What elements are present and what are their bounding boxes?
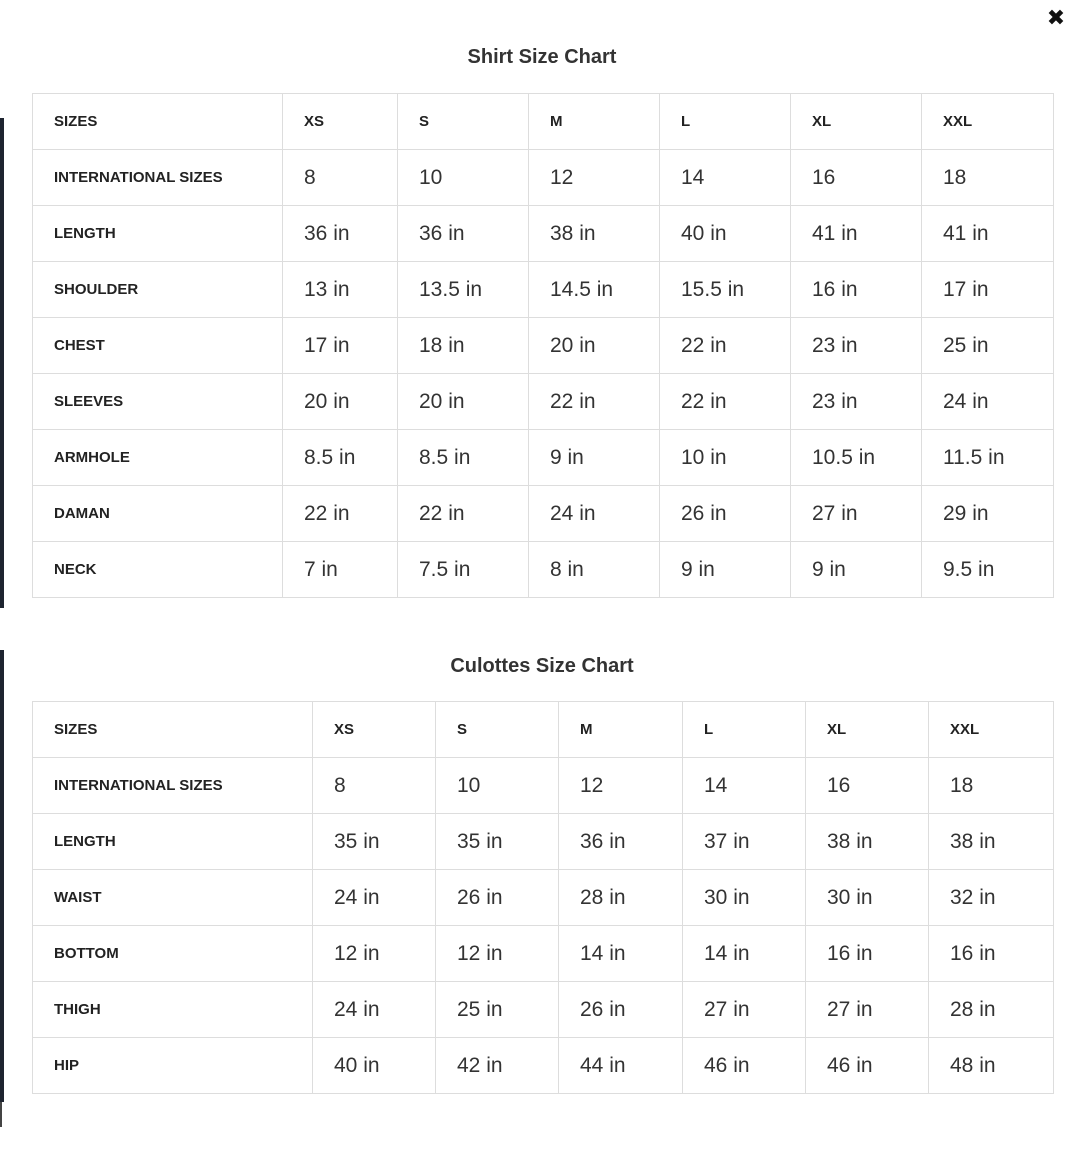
measurement-cell: 16 in [806,926,929,982]
measurement-cell: 10 [436,758,559,814]
culottes-chart-title: Culottes Size Chart [450,655,634,677]
header-label-cell: SIZES [33,94,283,150]
measurement-cell: 10 [398,150,529,206]
row-label-cell: WAIST [33,870,313,926]
measurement-cell: 14 [683,758,806,814]
measurement-cell: 8 [283,150,398,206]
measurement-cell: 12 in [436,926,559,982]
measurement-cell: 24 in [529,486,660,542]
measurement-cell: 8.5 in [398,430,529,486]
row-label-cell: LENGTH [33,814,313,870]
table-row [33,374,1054,430]
size-header-cell: XL [791,94,922,150]
measurement-cell: 41 in [922,206,1054,262]
measurement-cell: 29 in [922,486,1054,542]
measurement-cell: 9 in [529,430,660,486]
row-label-cell: CHEST [33,318,283,374]
table-row [33,870,1054,926]
measurement-cell: 42 in [436,1038,559,1094]
row-label-cell: THIGH [33,982,313,1038]
measurement-cell: 9 in [660,542,791,598]
size-header-cell: S [398,94,529,150]
measurement-cell: 27 in [806,982,929,1038]
close-icon[interactable]: ✖ [1046,5,1066,30]
measurement-cell: 40 in [660,206,791,262]
measurement-cell: 25 in [436,982,559,1038]
table-row [33,150,1054,206]
measurement-cell: 26 in [436,870,559,926]
measurement-cell: 8 [313,758,436,814]
measurement-cell: 26 in [660,486,791,542]
size-header-cell: L [660,94,791,150]
measurement-cell: 22 in [398,486,529,542]
measurement-cell: 25 in [922,318,1054,374]
table-row [33,318,1054,374]
measurement-cell: 38 in [929,814,1054,870]
measurement-cell: 23 in [791,374,922,430]
measurement-cell: 48 in [929,1038,1054,1094]
shirt-table-body [33,94,1054,598]
measurement-cell: 20 in [398,374,529,430]
measurement-cell: 8 in [529,542,660,598]
measurement-cell: 41 in [791,206,922,262]
measurement-cell: 7 in [283,542,398,598]
shirt-size-table [32,93,1054,598]
measurement-cell: 40 in [313,1038,436,1094]
measurement-cell: 16 [791,150,922,206]
table-row [33,758,1054,814]
measurement-cell: 22 in [529,374,660,430]
size-header-cell: XL [806,702,929,758]
measurement-cell: 12 in [313,926,436,982]
table-row [33,262,1054,318]
table-row [33,926,1054,982]
measurement-cell: 46 in [806,1038,929,1094]
measurement-cell: 38 in [806,814,929,870]
size-header-cell: XS [313,702,436,758]
table-row [33,486,1054,542]
measurement-cell: 28 in [559,870,683,926]
measurement-cell: 26 in [559,982,683,1038]
background-edge [0,650,4,1102]
measurement-cell: 15.5 in [660,262,791,318]
measurement-cell: 14.5 in [529,262,660,318]
measurement-cell: 10 in [660,430,791,486]
row-label-cell: INTERNATIONAL SIZES [33,150,283,206]
row-label-cell: DAMAN [33,486,283,542]
measurement-cell: 13.5 in [398,262,529,318]
table-row [33,542,1054,598]
measurement-cell: 20 in [529,318,660,374]
measurement-cell: 18 in [398,318,529,374]
measurement-cell: 36 in [559,814,683,870]
row-label-cell: ARMHOLE [33,430,283,486]
measurement-cell: 16 in [929,926,1054,982]
measurement-cell: 22 in [660,318,791,374]
measurement-cell: 16 [806,758,929,814]
measurement-cell: 30 in [806,870,929,926]
measurement-cell: 9.5 in [922,542,1054,598]
row-label-cell: BOTTOM [33,926,313,982]
row-label-cell: SHOULDER [33,262,283,318]
row-label-cell: SLEEVES [33,374,283,430]
measurement-cell: 27 in [683,982,806,1038]
measurement-cell: 12 [529,150,660,206]
measurement-cell: 12 [559,758,683,814]
measurement-cell: 13 in [283,262,398,318]
row-label-cell: INTERNATIONAL SIZES [33,758,313,814]
measurement-cell: 35 in [313,814,436,870]
size-header-cell: XS [283,94,398,150]
measurement-cell: 7.5 in [398,542,529,598]
measurement-cell: 44 in [559,1038,683,1094]
size-header-cell: S [436,702,559,758]
table-header-row [33,94,1054,150]
measurement-cell: 8.5 in [283,430,398,486]
background-edge [0,118,4,608]
measurement-cell: 14 in [559,926,683,982]
measurement-cell: 14 in [683,926,806,982]
measurement-cell: 16 in [791,262,922,318]
size-header-cell: M [529,94,660,150]
culottes-size-table [32,701,1054,1094]
measurement-cell: 18 [929,758,1054,814]
measurement-cell: 23 in [791,318,922,374]
measurement-cell: 24 in [922,374,1054,430]
background-edge [0,1102,2,1127]
table-row [33,430,1054,486]
measurement-cell: 24 in [313,870,436,926]
table-row [33,814,1054,870]
measurement-cell: 36 in [283,206,398,262]
culottes-table-body [33,702,1054,1094]
table-row [33,1038,1054,1094]
measurement-cell: 38 in [529,206,660,262]
measurement-cell: 37 in [683,814,806,870]
row-label-cell: HIP [33,1038,313,1094]
measurement-cell: 30 in [683,870,806,926]
measurement-cell: 9 in [791,542,922,598]
size-header-cell: XXL [922,94,1054,150]
measurement-cell: 17 in [283,318,398,374]
measurement-cell: 46 in [683,1038,806,1094]
table-row [33,982,1054,1038]
size-header-cell: XXL [929,702,1054,758]
measurement-cell: 22 in [660,374,791,430]
row-label-cell: NECK [33,542,283,598]
size-header-cell: L [683,702,806,758]
measurement-cell: 10.5 in [791,430,922,486]
measurement-cell: 18 [922,150,1054,206]
measurement-cell: 22 in [283,486,398,542]
measurement-cell: 14 [660,150,791,206]
measurement-cell: 36 in [398,206,529,262]
table-header-row [33,702,1054,758]
measurement-cell: 27 in [791,486,922,542]
shirt-chart-title: Shirt Size Chart [467,46,617,68]
measurement-cell: 24 in [313,982,436,1038]
measurement-cell: 17 in [922,262,1054,318]
size-header-cell: M [559,702,683,758]
measurement-cell: 28 in [929,982,1054,1038]
measurement-cell: 35 in [436,814,559,870]
measurement-cell: 32 in [929,870,1054,926]
header-label-cell: SIZES [33,702,313,758]
measurement-cell: 20 in [283,374,398,430]
row-label-cell: LENGTH [33,206,283,262]
measurement-cell: 11.5 in [922,430,1054,486]
table-row [33,206,1054,262]
